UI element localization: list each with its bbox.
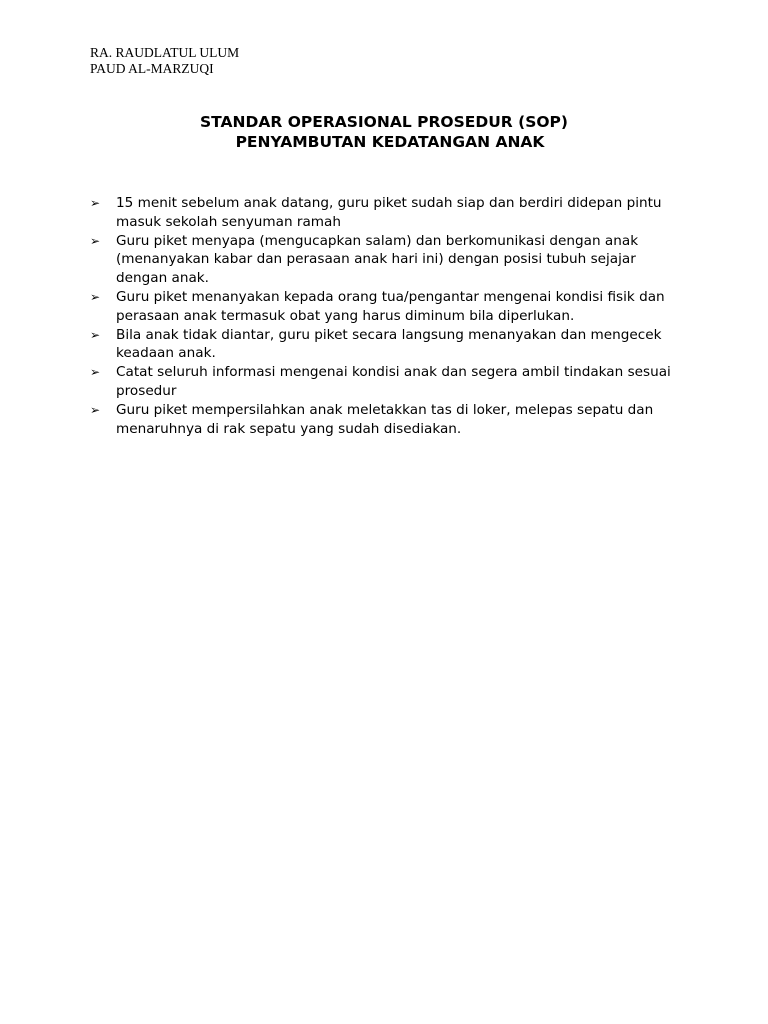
- list-item: [90, 326, 690, 364]
- title-line-sop: STANDAR OPERASIONAL PROSEDUR (SOP): [200, 113, 568, 131]
- list-item-text: 15 menit sebelum anak datang, guru piket sudah siap dan berdiri didepan pintu masuk sekolah senyuman ramah: [116, 195, 662, 230]
- document-title: [0, 112, 768, 152]
- arrowhead-bullet-icon: ➢: [90, 402, 101, 417]
- institution-header: [90, 45, 239, 77]
- arrowhead-bullet-icon: ➢: [90, 289, 101, 304]
- arrowhead-bullet-icon: ➢: [90, 327, 101, 342]
- institution-name-paud: PAUD AL-MARZUQI: [90, 61, 214, 76]
- list-item: [90, 288, 690, 326]
- list-item: [90, 401, 690, 439]
- list-item: [90, 194, 690, 232]
- list-item-text: Guru piket menyapa (mengucapkan salam) dan berkomunikasi dengan anak (menanyakan kabar dan perasaan anak hari ini) dengan posisi tubuh sejajar dengan anak.: [116, 232, 639, 287]
- arrowhead-bullet-icon: ➢: [90, 233, 101, 248]
- list-item-text: Catat seluruh informasi mengenai kondisi anak dan segera ambil tindakan sesuai prosedur: [116, 364, 671, 399]
- title-line-subject: PENYAMBUTAN KEDATANGAN ANAK: [235, 133, 545, 151]
- list-item: [90, 363, 690, 401]
- list-item-text: Guru piket menanyakan kepada orang tua/pengantar mengenai kondisi fisik dan perasaan anak termasuk obat yang harus diminum bila diperlukan.: [116, 288, 665, 324]
- arrowhead-bullet-icon: ➢: [90, 365, 101, 380]
- procedure-list: [90, 194, 690, 438]
- institution-name-ra: RA. RAUDLATUL ULUM: [90, 45, 240, 60]
- list-item: [90, 232, 690, 288]
- list-item-text: Guru piket mempersilahkan anak meletakkan tas di loker, melepas sepatu dan menaruhnya di rak sepatu yang sudah disediakan.: [116, 401, 654, 437]
- arrowhead-bullet-icon: ➢: [90, 196, 101, 210]
- list-item-text: Bila anak tidak diantar, guru piket secara langsung menanyakan dan mengecek keadaan anak.: [116, 326, 662, 362]
